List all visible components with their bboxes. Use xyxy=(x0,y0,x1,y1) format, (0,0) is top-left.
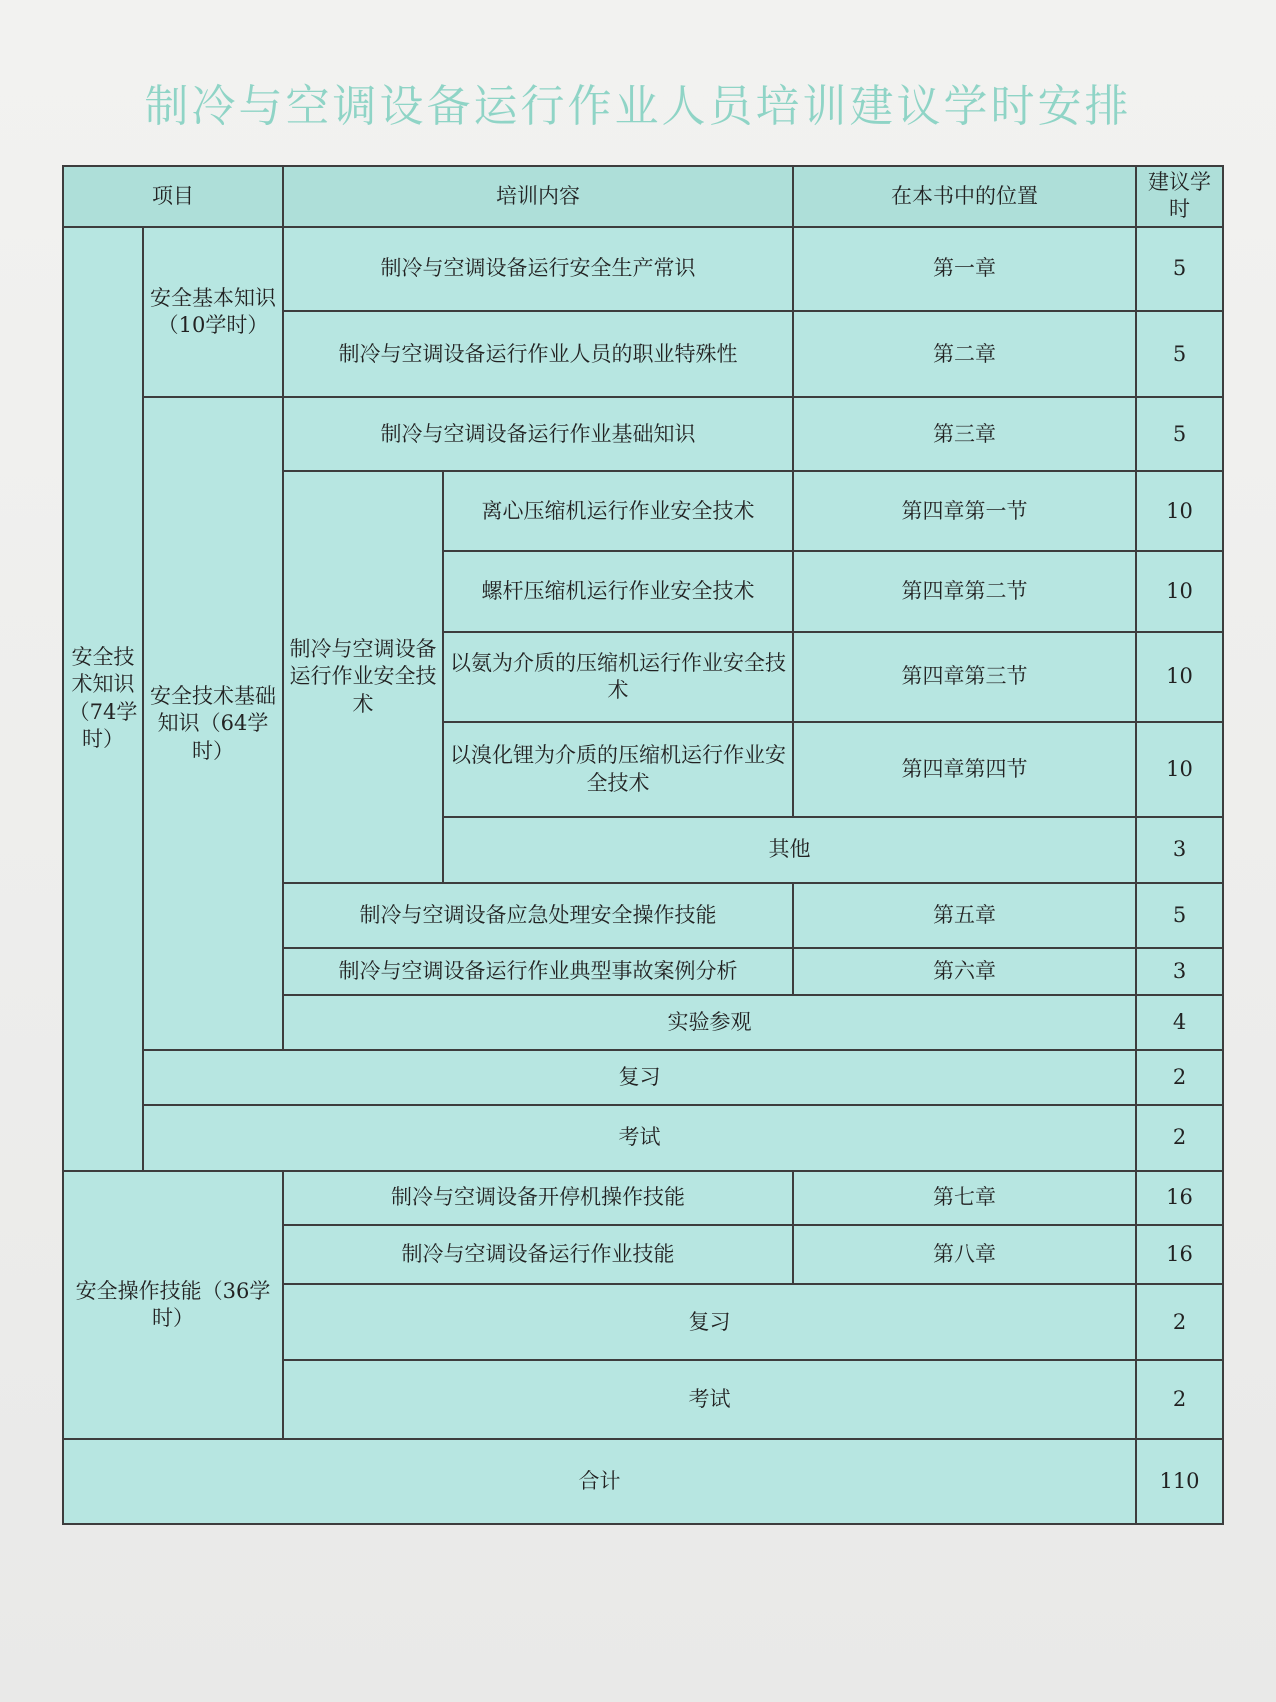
row-location: 第四章第四节 xyxy=(793,722,1136,817)
row-location: 第一章 xyxy=(793,227,1136,311)
group-tech-basic: 安全技术基础知识（64学时） xyxy=(143,397,283,1050)
row-hours: 2 xyxy=(1136,1284,1223,1360)
row-hours: 10 xyxy=(1136,632,1223,723)
row-content: 以氨为介质的压缩机运行作业安全技术 xyxy=(443,632,793,723)
row-hours: 10 xyxy=(1136,722,1223,817)
table-row-total xyxy=(63,1439,1223,1524)
row-hours: 2 xyxy=(1136,1050,1223,1105)
row-content: 制冷与空调设备运行作业典型事故案例分析 xyxy=(283,948,793,995)
total-hours: 110 xyxy=(1136,1439,1223,1524)
row-hours: 3 xyxy=(1136,948,1223,995)
header-hours: 建议学时 xyxy=(1136,166,1223,227)
table-row xyxy=(63,1050,1223,1105)
row-hours: 16 xyxy=(1136,1171,1223,1226)
row-location: 第八章 xyxy=(793,1225,1136,1284)
group-op-tech: 制冷与空调设备运行作业安全技术 xyxy=(283,471,443,882)
row-content: 制冷与空调设备运行作业基础知识 xyxy=(283,397,793,471)
row-content: 制冷与空调设备运行安全生产常识 xyxy=(283,227,793,311)
row-location: 第七章 xyxy=(793,1171,1136,1226)
row-location: 第四章第一节 xyxy=(793,471,1136,551)
group-basic-knowledge: 安全基本知识（10学时） xyxy=(143,227,283,398)
row-hours: 5 xyxy=(1136,227,1223,311)
row-hours: 10 xyxy=(1136,551,1223,631)
row-content: 制冷与空调设备运行作业技能 xyxy=(283,1225,793,1284)
training-hours-table xyxy=(62,165,1224,1525)
row-location: 第六章 xyxy=(793,948,1136,995)
row-hours: 2 xyxy=(1136,1105,1223,1170)
table-row xyxy=(63,1105,1223,1170)
total-label: 合计 xyxy=(63,1439,1136,1524)
row-content: 复习 xyxy=(283,1284,1136,1360)
table-row xyxy=(63,227,1223,311)
row-hours: 10 xyxy=(1136,471,1223,551)
header-item: 项目 xyxy=(63,166,283,227)
row-hours: 3 xyxy=(1136,817,1223,882)
row-content: 螺杆压缩机运行作业安全技术 xyxy=(443,551,793,631)
group-op-skills: 安全操作技能（36学时） xyxy=(63,1171,283,1440)
table-header-row xyxy=(63,166,1223,227)
row-hours: 2 xyxy=(1136,1360,1223,1439)
row-content: 以溴化锂为介质的压缩机运行作业安全技术 xyxy=(443,722,793,817)
page-title: 制冷与空调设备运行作业人员培训建议学时安排 xyxy=(144,81,1132,132)
row-content: 制冷与空调设备应急处理安全操作技能 xyxy=(283,883,793,948)
header-content: 培训内容 xyxy=(283,166,793,227)
table-row xyxy=(63,397,1223,471)
row-hours: 16 xyxy=(1136,1225,1223,1284)
header-location: 在本书中的位置 xyxy=(793,166,1136,227)
row-location: 第四章第二节 xyxy=(793,551,1136,631)
row-hours: 5 xyxy=(1136,883,1223,948)
row-content: 其他 xyxy=(443,817,1136,882)
row-content: 制冷与空调设备运行作业人员的职业特殊性 xyxy=(283,311,793,397)
row-location: 第三章 xyxy=(793,397,1136,471)
group-safety-knowledge: 安全技术知识（74学时） xyxy=(63,227,143,1171)
row-content: 实验参观 xyxy=(283,995,1136,1050)
row-location: 第五章 xyxy=(793,883,1136,948)
row-hours: 5 xyxy=(1136,311,1223,397)
table-row xyxy=(63,1171,1223,1226)
row-hours: 4 xyxy=(1136,995,1223,1050)
row-hours: 5 xyxy=(1136,397,1223,471)
row-content: 复习 xyxy=(143,1050,1136,1105)
row-content: 离心压缩机运行作业安全技术 xyxy=(443,471,793,551)
row-location: 第二章 xyxy=(793,311,1136,397)
row-location: 第四章第三节 xyxy=(793,632,1136,723)
row-content: 考试 xyxy=(283,1360,1136,1439)
row-content: 制冷与空调设备开停机操作技能 xyxy=(283,1171,793,1226)
row-content: 考试 xyxy=(143,1105,1136,1170)
